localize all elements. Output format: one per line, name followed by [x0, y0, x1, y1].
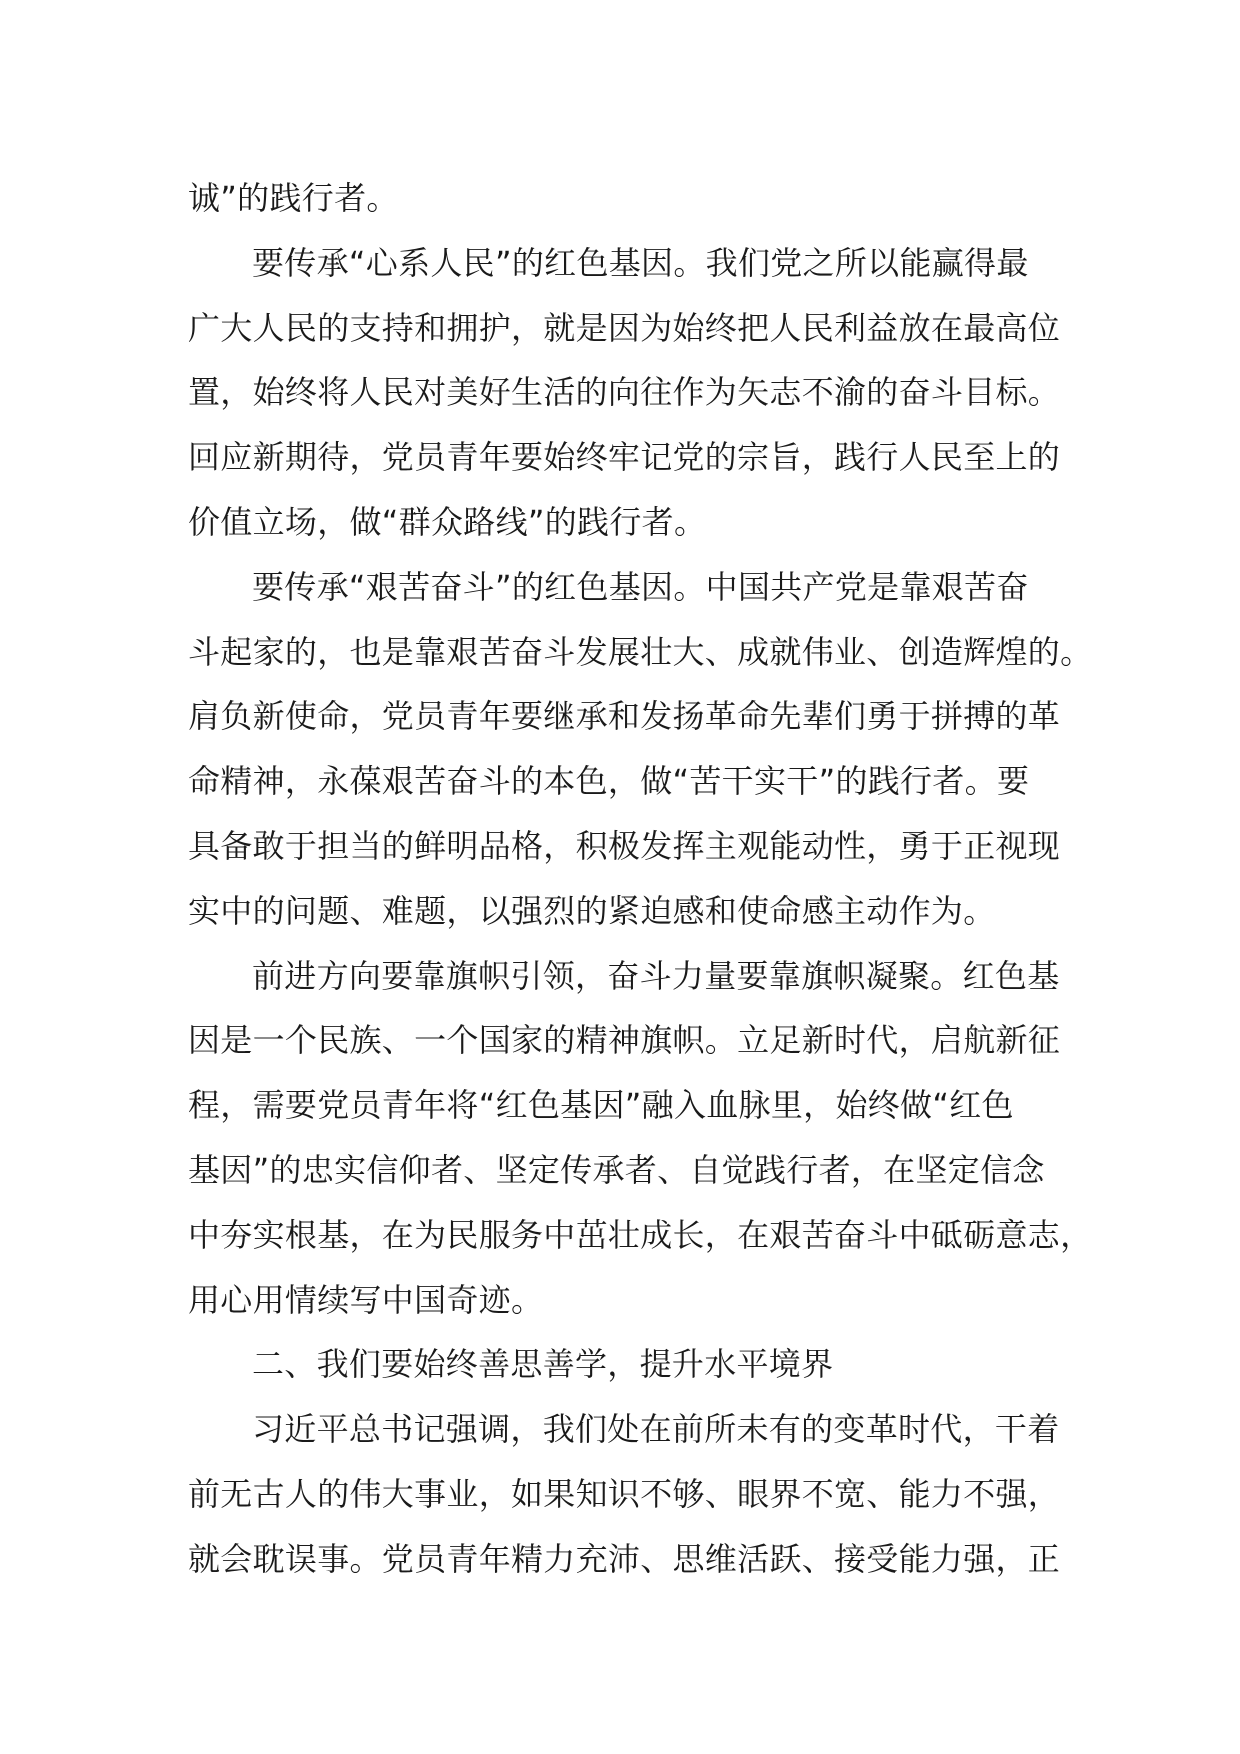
section-heading: 二、我们要始终善思善学，提升水平境界 — [252, 1345, 834, 1384]
text-line: 就会耽误事。党员青年精力充沛、思维活跃、接受能力强，正 — [188, 1539, 1061, 1578]
text-line: 斗起家的，也是靠艰苦奋斗发展壮大、成就伟业、创造辉煌的。 — [188, 632, 1093, 671]
text-line: 中夯实根基，在为民服务中茁壮成长，在艰苦奋斗中砥砺意志， — [188, 1215, 1093, 1254]
text-line: 程，需要党员青年将“红色基因”融入血脉里，始终做“红色 — [188, 1086, 1014, 1125]
text-line: 前无古人的伟大事业，如果知识不够、眼界不宽、能力不强， — [188, 1474, 1061, 1513]
text-line: 置，始终将人民对美好生活的向往作为矢志不渝的奋斗目标。 — [188, 373, 1061, 412]
text-line: 广大人民的支持和拥护，就是因为始终把人民利益放在最高位 — [188, 308, 1061, 347]
text-line: 具备敢于担当的鲜明品格，积极发挥主观能动性，勇于正视现 — [188, 826, 1061, 865]
text-line: 诚”的践行者。 — [188, 179, 399, 217]
text-line: 实中的问题、难题，以强烈的紧迫感和使命感主动作为。 — [188, 891, 996, 930]
text-line: 要传承“艰苦奋斗”的红色基因。中国共产党是靠艰苦奋 — [252, 567, 1029, 606]
text-line: 用心用情续写中国奇迹。 — [188, 1280, 544, 1319]
document-body — [188, 166, 1093, 1592]
text-line: 习近平总书记强调，我们处在前所未有的变革时代，干着 — [252, 1410, 1060, 1449]
text-line: 肩负新使命，党员青年要继承和发扬革命先辈们勇于拼搏的革 — [188, 697, 1061, 736]
text-line: 要传承“心系人民”的红色基因。我们党之所以能赢得最 — [252, 243, 1029, 282]
text-line: 前进方向要靠旗帜引领，奋斗力量要靠旗帜凝聚。红色基 — [252, 956, 1060, 995]
text-line: 命精神，永葆艰苦奋斗的本色，做“苦干实干”的践行者。要 — [188, 762, 1030, 801]
text-line: 回应新期待，党员青年要始终牢记党的宗旨，践行人民至上的 — [188, 438, 1061, 477]
text-line: 价值立场，做“群众路线”的践行者。 — [188, 502, 707, 541]
text-line: 基因”的忠实信仰者、坚定传承者、自觉践行者，在坚定信念 — [188, 1150, 1045, 1189]
text-line: 因是一个民族、一个国家的精神旗帜。立足新时代，启航新征 — [188, 1021, 1061, 1060]
